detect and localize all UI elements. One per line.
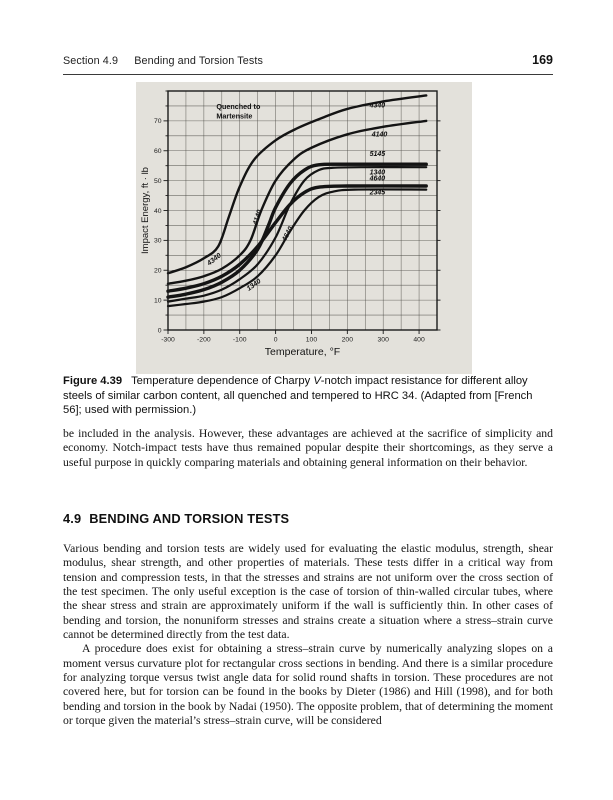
- annotation-quenched-line-2: Martensite: [216, 111, 253, 121]
- curve-tag-4340: 4340: [206, 252, 223, 268]
- section-heading-number: 4.9: [63, 511, 82, 526]
- curve-label-5145: 5145: [369, 151, 386, 159]
- x-tick--100: -100: [232, 336, 247, 344]
- y-tick-10: 10: [153, 297, 162, 305]
- paragraph-notch-impact-conclusion: be included in the analysis. However, these advantages are achieved at the sacrifice of simplicity and economy. Notch-impact tests have thus remained popular despite their shortcomings, as they serve a useful purpose in quickly comparing materials and obtaining general information on their behavior.: [63, 427, 553, 469]
- running-head-section-number: Section 4.9: [63, 55, 119, 67]
- annotation-quenched-line-1: Quenched to: [216, 101, 261, 111]
- y-tick-60: 60: [153, 148, 162, 156]
- paragraph-bending-torsion-intro: Various bending and torsion tests are widely used for evaluating the elastic modulus, strength, shear modulus, shear strength, and other properties of materials. These tests differ in a critical way from tension and compression tests, in that the stresses and strains are not uniform over the cross section of the test specimen. The only useful exception is the case of torsion of thin-walled circular tubes, where the shear stress and strain are approximately uniform if the wall is sufficiently thin. In other cases of bending and torsion, the nonuniform stresses and strains create a situation where a stress–strain curve cannot be determined directly from the test data.: [63, 542, 553, 642]
- y-tick-20: 20: [153, 267, 162, 275]
- y-tick-0: 0: [157, 327, 162, 335]
- y-tick-70: 70: [153, 118, 162, 126]
- x-axis-label: Temperature, °F: [264, 346, 341, 358]
- curve-tag-4140: 4140: [252, 209, 264, 227]
- curve-label-2345: 2345: [369, 189, 386, 197]
- y-axis-label: Impact Energy, ft · lb: [140, 167, 151, 254]
- figure-caption-italic-v: V: [313, 375, 321, 387]
- x-tick--200: -200: [197, 336, 211, 344]
- page-header: [63, 53, 553, 75]
- body-text-block: [63, 542, 553, 728]
- charpy-impact-energy-chart: [136, 82, 472, 374]
- curve-label-4640: 4640: [369, 175, 386, 183]
- running-head-section-title: Bending and Torsion Tests: [134, 55, 263, 67]
- section-heading-title: BENDING AND TORSION TESTS: [89, 511, 290, 526]
- curve-label-1340: 1340: [369, 169, 386, 177]
- figure-caption-label: Figure 4.39: [63, 375, 123, 387]
- curve-tag-4640: 4640: [281, 225, 295, 243]
- figure-4-39: [136, 82, 472, 374]
- y-tick-40: 40: [153, 207, 162, 215]
- x-tick-100: 100: [305, 336, 318, 344]
- curve-tag-1340: 1340: [245, 277, 263, 293]
- paragraph-stress-strain-procedure: A procedure does exist for obtaining a stress–strain curve by numerically analyzing slopes on a moment versus curvature plot for rectangular cross sections in bending. And there is a similar procedure for analyzing torque versus twist angle data for solid round shafts in torsion. These procedures are not covered here, but for torsion can be found in the books by Dieter (1986) and Hill (1998), and for both bending and torsion in the book by Nadai (1950). The opposite problem, that of determining the moment or torque given the material’s stress–strain curve, will be considered: [63, 642, 553, 728]
- page-number: 169: [532, 53, 553, 67]
- y-tick-50: 50: [153, 177, 162, 185]
- figure-caption-text-after: -notch impact resistance for different alloy steels of similar carbon content, all quenched and tempered to HRC 34. (Adapted from [French 56]; used with permission.): [63, 375, 533, 417]
- x-tick--300: -300: [161, 336, 175, 344]
- curve-label-4140: 4140: [371, 131, 388, 139]
- x-tick-400: 400: [413, 336, 425, 344]
- figure-caption: [63, 374, 549, 418]
- y-tick-30: 30: [153, 237, 162, 245]
- curve-5145: [168, 164, 426, 297]
- running-head: [63, 55, 263, 67]
- x-tick-200: 200: [341, 336, 354, 344]
- curve-label-4340: 4340: [369, 102, 386, 110]
- figure-caption-text: Temperature dependence of Charpy: [131, 375, 314, 387]
- curve-4140: [168, 121, 426, 284]
- section-heading: [63, 511, 289, 526]
- x-tick-0: 0: [273, 336, 278, 344]
- x-tick-300: 300: [377, 336, 389, 344]
